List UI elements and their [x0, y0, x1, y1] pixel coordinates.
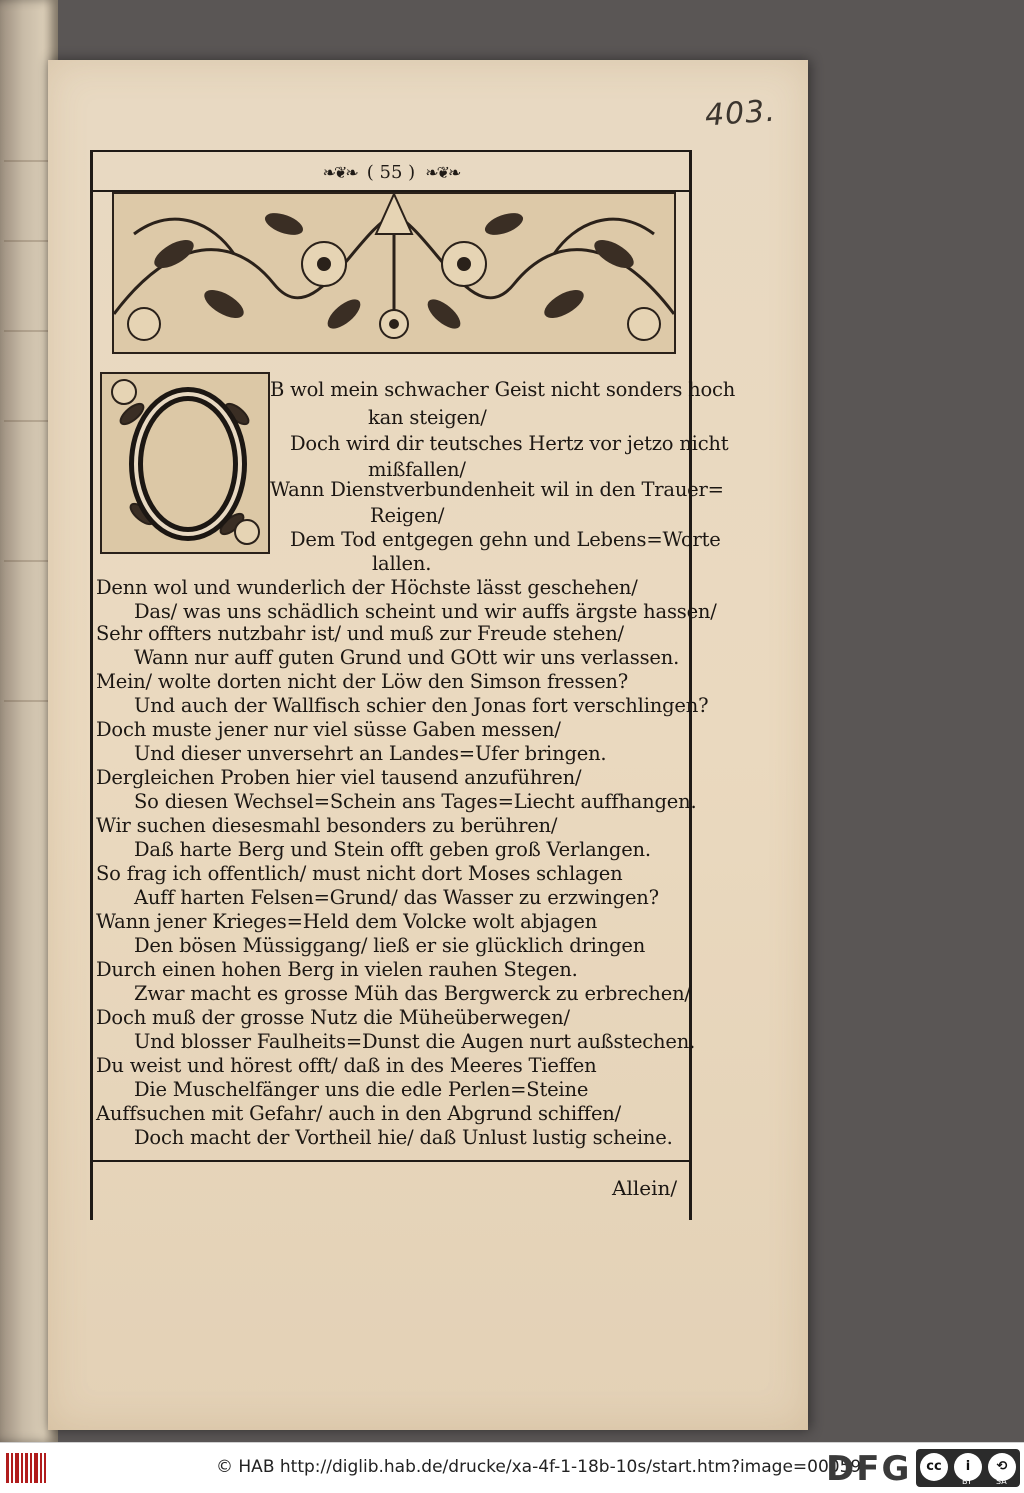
poem-line: Doch macht der Vortheil hie/ daß Unlust lustig scheine.: [134, 1126, 673, 1149]
poem-line: Die Muschelfänger uns die edle Perlen=Steine: [134, 1078, 589, 1101]
poem-line: B wol mein schwacher Geist nicht sonders hoch: [270, 378, 736, 401]
poem-line: Wann jener Krieges=Held dem Volcke wolt abjagen: [96, 910, 598, 933]
fleuron-right-ornament: ❧❦❧: [425, 162, 460, 182]
sa-label: SA: [996, 1477, 1007, 1486]
attribution-icon: i: [954, 1453, 982, 1481]
barcode-icon: [6, 1451, 46, 1485]
poem-line: Daß harte Berg und Stein offt geben groß Verlangen.: [134, 838, 651, 861]
poem-line: Den bösen Müssiggang/ ließ er sie glücklich dringen: [134, 934, 646, 957]
poem-line: Reigen/: [370, 504, 445, 527]
cc-icon: cc: [920, 1453, 948, 1481]
poem-line: Sehr offters nutzbahr ist/ und muß zur Freude stehen/: [96, 622, 624, 645]
poem-line: Und dieser unversehrt an Landes=Ufer bringen.: [134, 742, 607, 765]
poem-line: mißfallen/: [368, 458, 466, 481]
poem-line: Und auch der Wallfisch schier den Jonas fort verschlingen?: [134, 694, 709, 717]
poem-line: Wann nur auff guten Grund und GOtt wir uns verlassen.: [134, 646, 680, 669]
viewer-footer: [0, 1442, 1024, 1493]
poem-line: Denn wol und wunderlich der Höchste lässt geschehen/: [96, 576, 638, 599]
poem-line: Das/ was uns schädlich scheint und wir auffs ärgste hassen/: [134, 600, 717, 623]
poem-line: Dergleichen Proben hier viel tausend anzuführen/: [96, 766, 582, 789]
poem-line: kan steigen/: [368, 406, 487, 429]
page-number: ( 55 ): [366, 161, 416, 183]
poem-line: Durch einen hohen Berg in vielen rauhen Stegen.: [96, 958, 578, 981]
poem-line: Auffsuchen mit Gefahr/ auch in den Abgrund schiffen/: [96, 1102, 622, 1125]
copyright-link[interactable]: © HAB http://diglib.hab.de/drucke/xa-4f-1-18b-10s/start.htm?image=00059: [216, 1457, 862, 1477]
poem-line: Du weist und hörest offt/ daß in des Meeres Tieffen: [96, 1054, 597, 1077]
poem-line: Wann Dienstverbundenheit wil in den Trauer=: [270, 478, 724, 501]
dfg-logo: DFG: [826, 1449, 912, 1489]
poem-line: Dem Tod entgegen gehn und Lebens=Worte: [290, 528, 721, 551]
poem-line: Auff harten Felsen=Grund/ das Wasser zu erzwingen?: [134, 886, 659, 909]
poem-line: Und blosser Faulheits=Dunst die Augen nurt außstechen.: [134, 1030, 696, 1053]
poem-line: Doch muste jener nur viel süsse Gaben messen/: [96, 718, 561, 741]
fleuron-left-ornament: ❧❦❧: [322, 162, 357, 182]
poem-line: lallen.: [372, 552, 432, 575]
poem-line: So diesen Wechsel=Schein ans Tages=Liecht auffhangen.: [134, 790, 697, 813]
by-label: BY: [962, 1477, 972, 1486]
share-alike-icon: ⟲: [988, 1453, 1016, 1481]
handwritten-folio-number: 403.: [703, 93, 777, 134]
poem-line: Mein/ wolte dorten nicht der Löw den Simson fressen?: [96, 670, 629, 693]
poem-line: Zwar macht es grosse Müh das Bergwerck zu erbrechen/: [134, 982, 691, 1005]
creative-commons-license-badge[interactable]: [916, 1449, 1020, 1487]
catchword: Allein/: [612, 1176, 678, 1200]
poem-line: Doch wird dir teutsches Hertz vor jetzo nicht: [290, 432, 729, 455]
poem-line: Doch muß der grosse Nutz die Müheüberwegen/: [96, 1006, 570, 1029]
poem-line: Wir suchen diesesmahl besonders zu berühren/: [96, 814, 558, 837]
poem-line: So frag ich offentlich/ must nicht dort Moses schlagen: [96, 862, 623, 885]
